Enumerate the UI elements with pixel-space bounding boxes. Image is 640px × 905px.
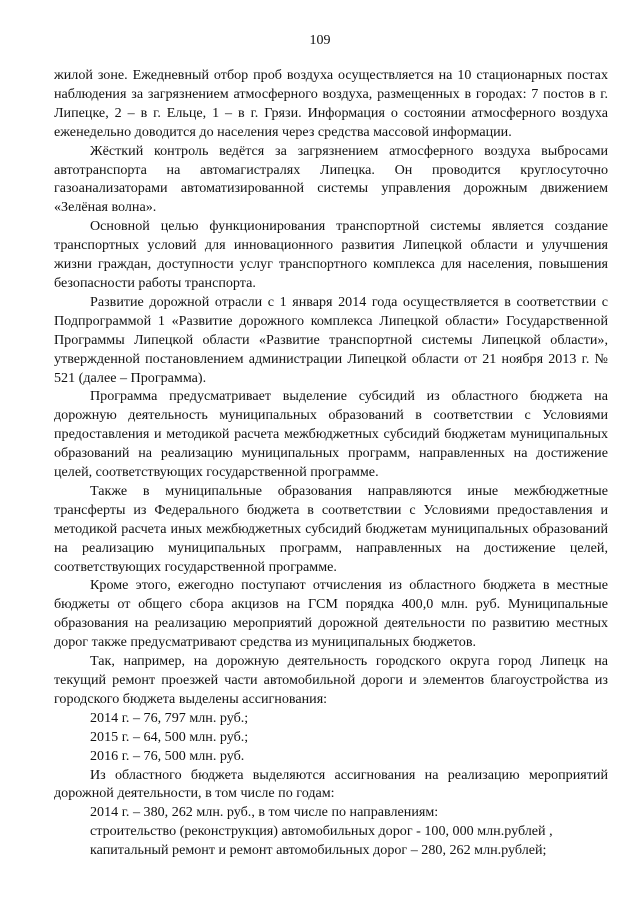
paragraph-air-monitoring: жилой зоне. Ежедневный отбор проб воздуха осуществляется на 10 стационарных постах наблюдения за загрязнением атмосферного воздуха, размещенных в городах: 7 постов в г. Липецке, 2 – в г. Ельце, 1 – в г. Грязи. Информация о состоянии атмосферного воздуха еженедельно доводится до населения через средства массовой информации. (54, 67, 608, 140)
list-item-2014-city: 2014 г. – 76, 797 млн. руб.; (90, 709, 249, 726)
paragraph-lipetsk-allocations: Так, например, на дорожную деятельность городского округа город Липецк на текущий ремонт проезжей части автомобильной дороги и элементов благоустройства из городского бюджета выделены ассигнования: (54, 653, 608, 707)
list-item-2014-region: 2014 г. – 380, 262 млн. руб., в том числе по направлениям: (90, 804, 439, 821)
list-item-repair: капитальный ремонт и ремонт автомобильных дорог – 280, 262 млн.рублей; (90, 842, 547, 859)
paragraph-transfers: Также в муниципальные образования направляются иные межбюджетные трансферты из Федерального бюджета в соответствии с Условиями предоставления и методикой расчета иных межбюджетных субсидий бюджетам муниципальных образований на реализацию муниципальных программ, направленных на достижение целей, соответствующих государственной программе. (54, 482, 608, 575)
list-item-2015-city: 2015 г. – 64, 500 млн. руб.; (90, 728, 249, 745)
list-item-construction: строительство (реконструкция) автомобильных дорог - 100, 000 млн.рублей , (90, 823, 553, 840)
paragraph-subsidies: Программа предусматривает выделение субсидий из областного бюджета на дорожную деятельность муниципальных образований в соответствии с Условиями предоставления и методикой расчета межбюджетных субсидий бюджетам муниципальных образований на реализацию муниципальных программ, направленных на достижение целей, соответствующих государственной программе. (54, 388, 608, 481)
paragraph-traffic-emissions: Жёсткий контроль ведётся за загрязнением атмосферного воздуха выбросами автотранспорта на автомагистралях Липецка. Он проводится круглосуточно газоанализаторами автоматизированной системы управления дорожным движением «Зелёная волна». (54, 142, 608, 216)
paragraph-road-subprogram: Развитие дорожной отрасли с 1 января 2014 года осуществляется в соответствии с Подпрограммой 1 «Развитие дорожного комплекса Липецкой области» Государственной Программы Липецкой области «Развитие транспортной системы Липецкой области», утвержденной постановлением администрации Липецкой области от 21 ноября 2013 г. № 521 (далее – Программа). (54, 293, 608, 386)
paragraph-regional-allocations: Из областного бюджета выделяются ассигнования на реализацию мероприятий дорожной деятельности, в том числе по годам: (54, 766, 608, 802)
paragraph-excise: Кроме этого, ежегодно поступают отчисления из областного бюджета в местные бюджеты от общего сбора акцизов на ГСМ порядка 400,0 млн. руб. Муниципальные образования на реализацию мероприятий дорожной деятельности по развитию местных дорог также предусматривают средства из муниципальных бюджетов. (54, 577, 608, 651)
body-text (54, 66, 608, 860)
paragraph-transport-goal: Основной целью функционирования транспортной системы является создание транспортных условий для инновационного развития Липецкой области и улучшения жизни граждан, доступности услуг транспортного комплекса для населения, повышения безопасности работы транспорта. (54, 218, 608, 291)
page-number: 109 (309, 33, 331, 48)
list-item-2016-city: 2016 г. – 76, 500 млн. руб. (90, 747, 245, 764)
